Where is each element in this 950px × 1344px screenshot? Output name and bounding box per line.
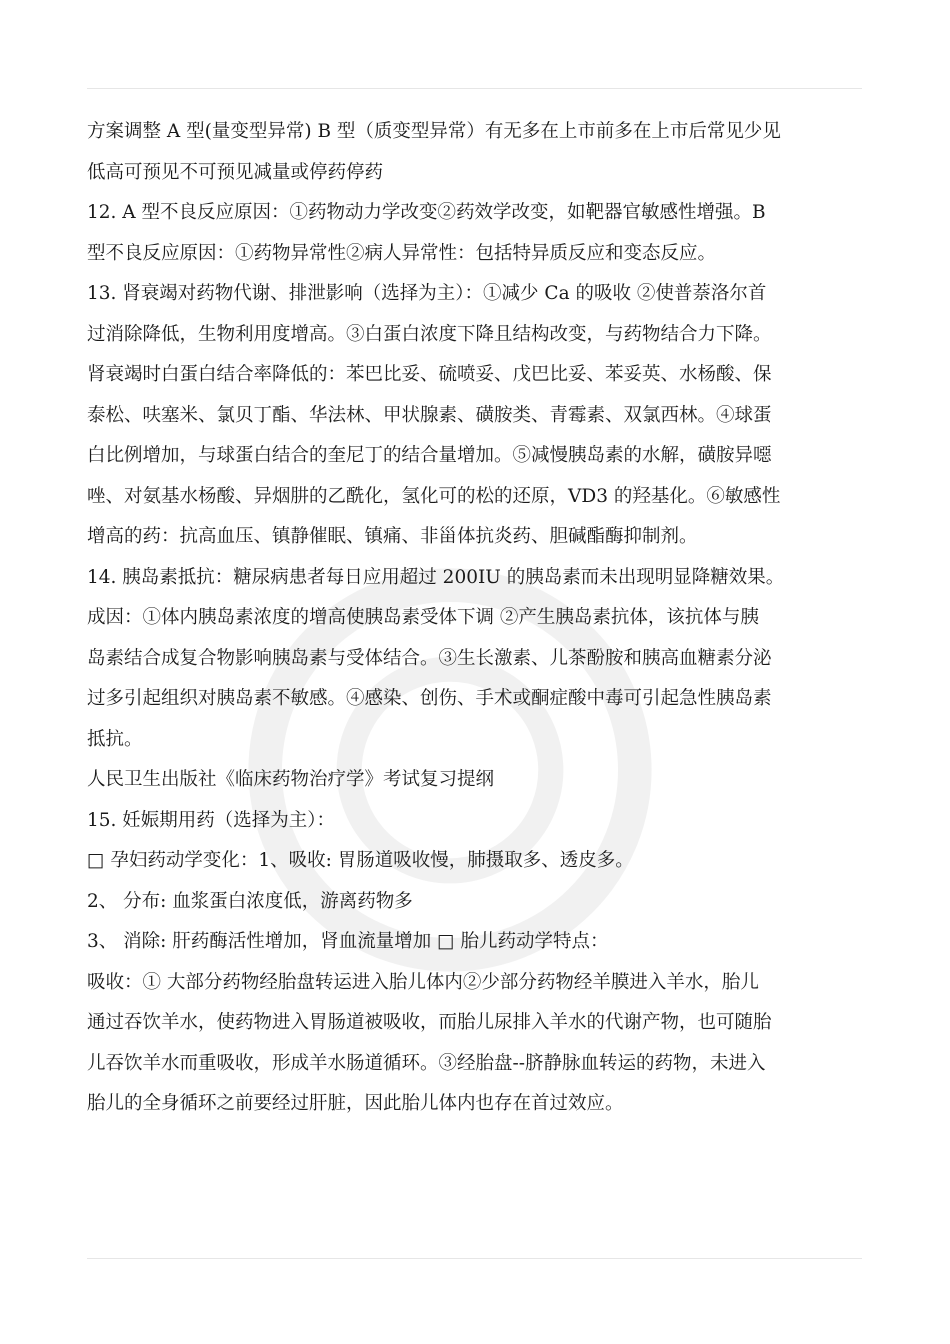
text-line: 成因：①体内胰岛素浓度的增高使胰岛素受体下调 ②产生胰岛素抗体，该抗体与胰 [87, 607, 759, 628]
text-line: 过消除降低，生物利用度增高。③白蛋白浓度下降且结构改变，与药物结合力下降。 [87, 323, 772, 345]
text-line: 2、 分布: 血浆蛋白浓度低，游离药物多 [87, 890, 413, 912]
text-line: 14. 胰岛素抵抗：糖尿病患者每日应用超过 200IU 的胰岛素而未出现明显降糖效果。 [87, 566, 785, 588]
text-line: 白比例增加，与球蛋白结合的奎尼丁的结合量增加。⑤减慢胰岛素的水解，磺胺异噁 [87, 445, 772, 466]
text-line: 泰松、呋塞米、氯贝丁酯、华法林、甲状腺素、磺胺类、青霉素、双氯西林。④球蛋 [87, 404, 772, 426]
text-line: 方案调整 A 型(量变型异常) B 型（质变型异常）有无多在上市前多在上市后常见少见 [87, 121, 781, 142]
text-line: □ 孕妇药动学变化：1、吸收: 胃肠道吸收慢，肺摄取多、透皮多。 [87, 850, 634, 871]
text-line: 3、 消除: 肝药酶活性增加，肾血流量增加 □ 胎儿药动学特点： [87, 931, 609, 952]
text-line: 15. 妊娠期用药（选择为主）： [87, 809, 336, 831]
text-line: 儿吞饮羊水而重吸收，形成羊水肠道循环。③经胎盘--脐静脉血转运的药物，未进入 [87, 1052, 766, 1074]
text-line: 人民卫生出版社《临床药物治疗学》考试复习提纲 [87, 769, 495, 790]
text-line: 12. A 型不良反应原因：①药物动力学改变②药效学改变，如靶器官敏感性增强。B [87, 202, 766, 223]
text-line: 型不良反应原因：①药物异常性②病人异常性：包括特异质反应和变态反应。 [87, 242, 717, 264]
text-line: 低高可预见不可预见减量或停药停药 [87, 161, 384, 183]
document-body [87, 112, 862, 1125]
text-line: 胎儿的全身循环之前要经过肝脏，因此胎儿体内也存在首过效应。 [87, 1093, 624, 1114]
text-line: 岛素结合成复合物影响胰岛素与受体结合。③生长激素、儿茶酚胺和胰高血糖素分泌 [87, 647, 772, 669]
text-line: 通过吞饮羊水，使药物进入胃肠道被吸收，而胎儿尿排入羊水的代谢产物，也可随胎 [87, 1012, 772, 1033]
text-line: 吸收：① 大部分药物经胎盘转运进入胎儿体内②少部分药物经羊膜进入羊水，胎儿 [87, 971, 759, 993]
text-line: 过多引起组织对胰岛素不敏感。④感染、创伤、手术或酮症酸中毒可引起急性胰岛素 [87, 688, 772, 709]
text-line: 肾衰竭时白蛋白结合率降低的：苯巴比妥、硫喷妥、戊巴比妥、苯妥英、水杨酸、保 [87, 364, 772, 385]
footer-rule [87, 1258, 862, 1259]
text-line: 抵抗。 [87, 728, 143, 750]
header-rule [87, 88, 862, 89]
text-line: 13. 肾衰竭对药物代谢、排泄影响（选择为主）：①减少 Ca 的吸收 ②使普萘洛尔首 [87, 283, 767, 304]
text-line: 唑、对氨基水杨酸、异烟肼的乙酰化，氢化可的松的还原，VD3 的羟基化。⑥敏感性 [87, 485, 781, 507]
text-line: 增高的药：抗高血压、镇静催眠、镇痛、非甾体抗炎药、胆碱酯酶抑制剂。 [87, 526, 698, 547]
